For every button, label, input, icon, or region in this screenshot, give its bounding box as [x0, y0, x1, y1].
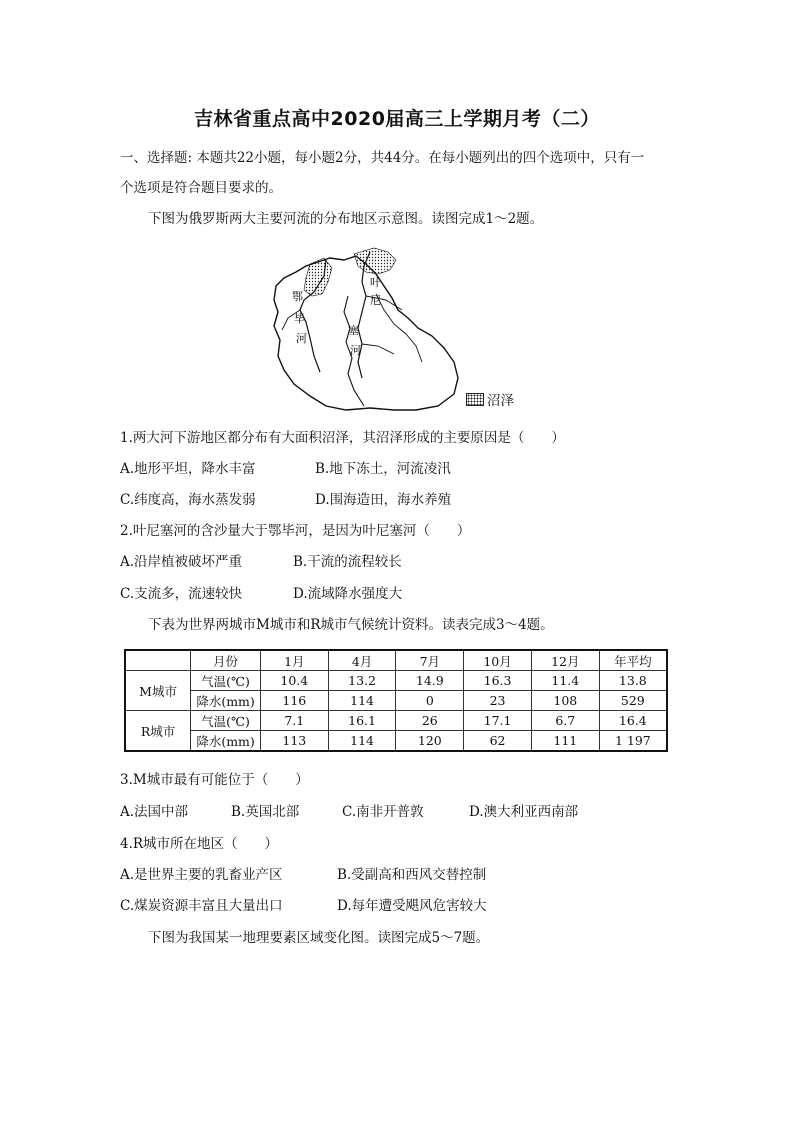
table-cell: 26 — [396, 711, 464, 731]
q2-option-a[interactable]: A.沿岸植被破坏严重 — [120, 554, 243, 570]
q2-option-d[interactable]: D.流域降水强度大 — [293, 586, 403, 602]
table-cell: 529 — [599, 691, 667, 711]
q4-option-a[interactable]: A.是世界主要的乳畜业产区 — [120, 867, 283, 883]
table-cell: 13.2 — [328, 671, 396, 691]
table-cell: 62 — [464, 731, 532, 752]
ob-label-2: 毕 — [294, 312, 305, 325]
table-cell: 气温(℃) — [191, 711, 261, 731]
table-row — [125, 671, 667, 691]
climate-table — [124, 649, 668, 752]
q4-stem: 4.R城市所在地区（ ） — [120, 836, 279, 852]
table-cell: 113 — [260, 731, 328, 752]
q3-option-c[interactable]: C.南非开普敦 — [342, 804, 424, 820]
table-cell: 114 — [328, 731, 396, 752]
table-cell: 16.1 — [328, 711, 396, 731]
q2-stem: 2.叶尼塞河的含沙量大于鄂毕河，是因为叶尼塞河（ ） — [120, 523, 471, 539]
table-cell: 120 — [396, 731, 464, 752]
map-legend — [466, 389, 514, 409]
q4-option-d[interactable]: D.每年遭受飓风危害较大 — [337, 898, 487, 914]
ob-label-3: 河 — [296, 332, 307, 345]
q1-stem: 1.两大河下游地区都分布有大面积沼泽，其沼泽形成的主要原因是（ ） — [120, 430, 565, 446]
q1-option-b[interactable]: B.地下冻土，河流凌汛 — [315, 461, 451, 477]
table-cell: 108 — [531, 691, 599, 711]
q4-option-c[interactable]: C.煤炭资源丰富且大量出口 — [120, 898, 283, 914]
swamp-right — [354, 248, 396, 274]
table-cell: 1 197 — [599, 731, 667, 752]
yenisei-label-4: 河 — [350, 344, 361, 357]
q3-option-b[interactable]: B.英国北部 — [231, 804, 300, 820]
table-header: 年平均 — [599, 650, 667, 671]
section-heading-line-2: 个选项是符合题目要求的。 — [120, 180, 282, 196]
q3-option-d[interactable]: D.澳大利亚西南部 — [469, 804, 579, 820]
q4-option-b[interactable]: B.受副高和西风交替控制 — [337, 867, 487, 883]
table-cell: 13.8 — [599, 671, 667, 691]
intro-next-figure: 下图为我国某一地理要素区域变化图。读图完成5～7题。 — [148, 930, 490, 946]
table-cell: 降水(mm) — [191, 691, 261, 711]
q1-option-d[interactable]: D.围海造田，海水养殖 — [315, 492, 452, 508]
table-cell: 11.4 — [531, 671, 599, 691]
table-header: 10月 — [464, 650, 532, 671]
table-row — [125, 711, 667, 731]
table-header: 7月 — [396, 650, 464, 671]
yenisei-tributary-2 — [362, 344, 394, 354]
table-cell: 10.4 — [260, 671, 328, 691]
table-cell: 16.4 — [599, 711, 667, 731]
table-header-row — [125, 650, 667, 671]
ob-label-1: 鄂 — [292, 290, 303, 303]
yenisei-label-3: 塞 — [348, 324, 359, 337]
q1-option-a[interactable]: A.地形平坦，降水丰富 — [120, 461, 256, 477]
swamp-legend-swatch — [466, 393, 484, 406]
table-cell: 114 — [328, 691, 396, 711]
table-cell: 0 — [396, 691, 464, 711]
yenisei-label-1: 叶 — [370, 276, 381, 289]
city-r-label: R城市 — [125, 711, 191, 752]
section-heading-line-1: 一、选择题: 本题共22小题，每小题2分，共44分。在每小题列出的四个选项中，只有一 — [120, 150, 645, 166]
city-m-label: M城市 — [125, 671, 191, 711]
intro-table-question: 下表为世界两城市M城市和R城市气候统计资料。读表完成3～4题。 — [148, 617, 554, 633]
table-corner-cell — [125, 650, 191, 671]
page-title: 吉林省重点高中2020届高三上学期月考（二） — [194, 108, 600, 130]
table-header: 12月 — [531, 650, 599, 671]
table-cell: 14.9 — [396, 671, 464, 691]
table-header: 4月 — [328, 650, 396, 671]
intro-map-question: 下图为俄罗斯两大主要河流的分布地区示意图。读图完成1～2题。 — [148, 211, 544, 227]
table-cell: 16.3 — [464, 671, 532, 691]
table-cell: 17.1 — [464, 711, 532, 731]
q2-option-b[interactable]: B.干流的流程较长 — [293, 554, 402, 570]
east-basin-boundary — [376, 294, 422, 362]
table-cell: 116 — [260, 691, 328, 711]
russia-rivers-map — [266, 238, 526, 414]
table-cell: 6.7 — [531, 711, 599, 731]
swamp-legend-label: 沼泽 — [487, 393, 514, 409]
table-row — [125, 691, 667, 711]
table-cell: 23 — [464, 691, 532, 711]
table-row — [125, 731, 667, 752]
q2-option-c[interactable]: C.支流多，流速较快 — [120, 586, 243, 602]
table-cell: 7.1 — [260, 711, 328, 731]
table-cell: 111 — [531, 731, 599, 752]
table-cell: 降水(mm) — [191, 731, 261, 752]
table-header: 月份 — [191, 650, 261, 671]
q1-option-c[interactable]: C.纬度高，海水蒸发弱 — [120, 492, 256, 508]
table-header: 1月 — [260, 650, 328, 671]
q3-option-a[interactable]: A.法国中部 — [120, 804, 189, 820]
table-cell: 气温(℃) — [191, 671, 261, 691]
yenisei-label-2: 尼 — [370, 294, 381, 307]
swamp-left — [304, 258, 332, 296]
q3-stem: 3.M城市最有可能位于（ ） — [120, 772, 309, 788]
